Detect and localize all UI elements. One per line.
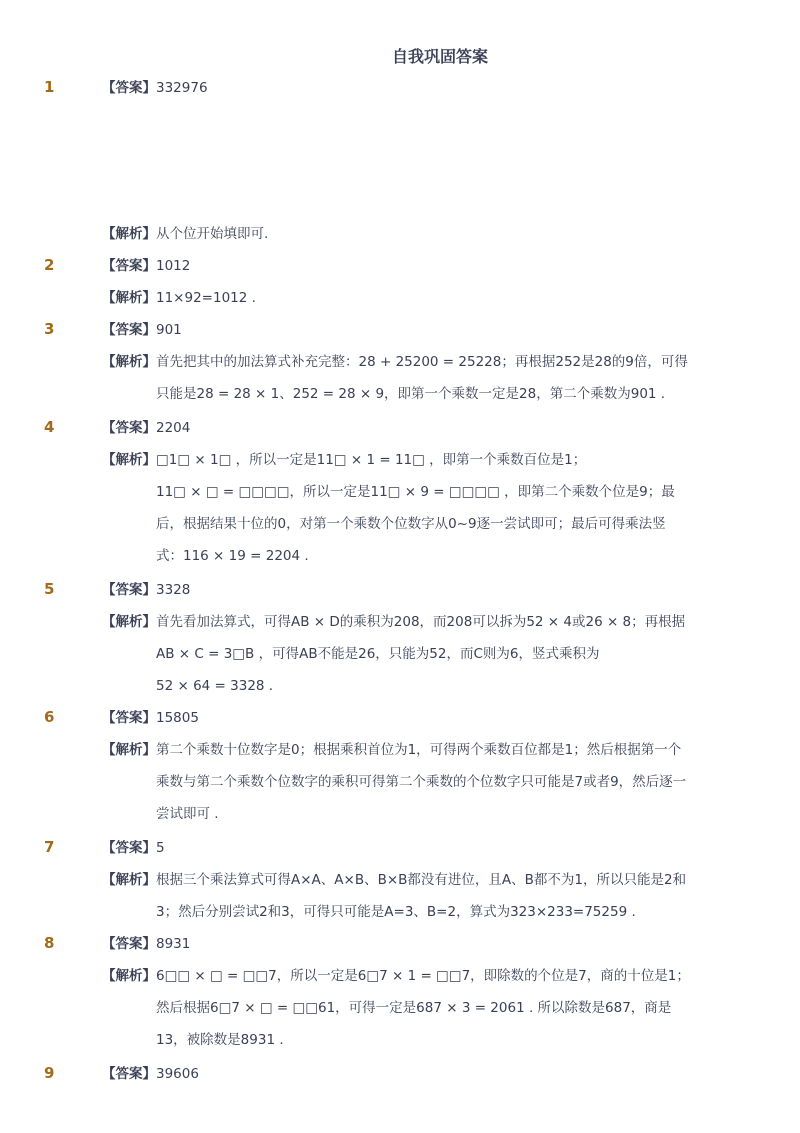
answer-label: 【答案】 xyxy=(102,710,156,726)
answer-value: 1012 xyxy=(156,258,191,274)
analysis-text: 根据三个乘法算式可得A×A、A×B、B×B都没有进位，且A、B都不为1，所以只能是2和 xyxy=(156,872,687,888)
item-number: 6 xyxy=(44,708,55,726)
page-title: 自我巩固答案 xyxy=(391,47,488,66)
analysis-text: □1□ × 1□ ，所以一定是11□ × 1 = 11□ ，即第一个乘数百位是1； xyxy=(156,452,587,468)
analysis-text: 11□ × □ = □□□□，所以一定是11□ × 9 = □□□□ ，即第二个乘数个位是9；最 xyxy=(156,484,675,500)
answer-line xyxy=(102,320,182,340)
answer-line xyxy=(102,1064,199,1084)
item-number: 3 xyxy=(44,320,55,338)
answer-value: 5 xyxy=(156,840,165,856)
answer-line xyxy=(102,78,208,98)
analysis-line xyxy=(102,352,688,372)
answer-value: 8931 xyxy=(156,936,191,952)
analysis-line xyxy=(102,966,690,986)
analysis-line xyxy=(102,612,685,632)
answer-label: 【答案】 xyxy=(102,80,156,96)
answer-label: 【答案】 xyxy=(102,936,156,952)
item-number: 4 xyxy=(44,418,55,436)
analysis-text: 然后根据6□7 × □ = □□61，可得一定是687 × 3 = 2061 . 所以除数是687，商是 xyxy=(156,1000,672,1016)
answer-value: 15805 xyxy=(156,710,199,726)
analysis-label: 【解析】 xyxy=(102,290,156,306)
item-number: 7 xyxy=(44,838,55,856)
analysis-text: 尝试即可 . xyxy=(156,806,219,822)
analysis-line xyxy=(102,740,681,760)
answer-label: 【答案】 xyxy=(102,582,156,598)
analysis-line xyxy=(102,288,256,308)
analysis-line xyxy=(102,870,686,890)
analysis-text: 13，被除数是8931 . xyxy=(156,1032,284,1048)
analysis-label: 【解析】 xyxy=(102,226,156,242)
answer-label: 【答案】 xyxy=(102,840,156,856)
answer-value: 2204 xyxy=(156,420,191,436)
answer-line xyxy=(102,256,190,276)
answer-value: 901 xyxy=(156,322,182,338)
answer-line xyxy=(102,580,190,600)
analysis-label: 【解析】 xyxy=(102,968,156,984)
answer-line xyxy=(102,838,165,858)
analysis-text: 6□□ × □ = □□7，所以一定是6□7 × 1 = □□7，即除数的个位是7，商的十位是1； xyxy=(156,968,690,984)
analysis-text: 3；然后分别尝试2和3，可得只可能是A=3、B=2，算式为323×233=75259 . xyxy=(156,904,636,920)
analysis-line xyxy=(102,224,268,244)
answer-line xyxy=(102,418,190,438)
answer-value: 3328 xyxy=(156,582,191,598)
analysis-label: 【解析】 xyxy=(102,614,156,630)
analysis-text: 乘数与第二个乘数个位数字的乘积可得第二个乘数的个位数字只可能是7或者9，然后逐一 xyxy=(156,774,687,790)
analysis-text: 第二个乘数十位数字是0；根据乘积首位为1，可得两个乘数百位都是1；然后根据第一个 xyxy=(156,742,682,758)
answer-line xyxy=(102,708,199,728)
answer-value: 39606 xyxy=(156,1066,199,1082)
answer-line xyxy=(102,934,190,954)
analysis-text: 只能是28 = 28 × 1、252 = 28 × 9，即第一个乘数一定是28，第二个乘数为901 . xyxy=(156,386,666,402)
analysis-line xyxy=(102,450,586,470)
analysis-text: 52 × 64 = 3328 . xyxy=(156,678,274,694)
analysis-text: 11×92=1012 . xyxy=(156,290,256,306)
analysis-text: AB × C = 3□B ，可得AB不能是26，只能为52，而C则为6，竖式乘积为 xyxy=(156,646,600,662)
analysis-text: 首先看加法算式，可得AB × D的乘积为208，而208可以拆为52 × 4或26 × 8；再根据 xyxy=(156,614,686,630)
item-number: 5 xyxy=(44,580,55,598)
answer-label: 【答案】 xyxy=(102,420,156,436)
analysis-label: 【解析】 xyxy=(102,872,156,888)
answer-label: 【答案】 xyxy=(102,258,156,274)
analysis-label: 【解析】 xyxy=(102,742,156,758)
item-number: 1 xyxy=(44,78,55,96)
analysis-text: 式：116 × 19 = 2204 . xyxy=(156,548,309,564)
item-number: 2 xyxy=(44,256,55,274)
analysis-text: 首先把其中的加法算式补充完整：28 + 25200 = 25228；再根据252是28的9倍，可得 xyxy=(156,354,688,370)
analysis-label: 【解析】 xyxy=(102,452,156,468)
analysis-label: 【解析】 xyxy=(102,354,156,370)
answer-label: 【答案】 xyxy=(102,1066,156,1082)
item-number: 8 xyxy=(44,934,55,952)
answer-label: 【答案】 xyxy=(102,322,156,338)
item-number: 9 xyxy=(44,1064,55,1082)
answer-value: 332976 xyxy=(156,80,208,96)
analysis-text: 从个位开始填即可. xyxy=(156,226,269,242)
analysis-text: 后，根据结果十位的0，对第一个乘数个位数字从0~9逐一尝试即可；最后可得乘法竖 xyxy=(156,516,666,532)
